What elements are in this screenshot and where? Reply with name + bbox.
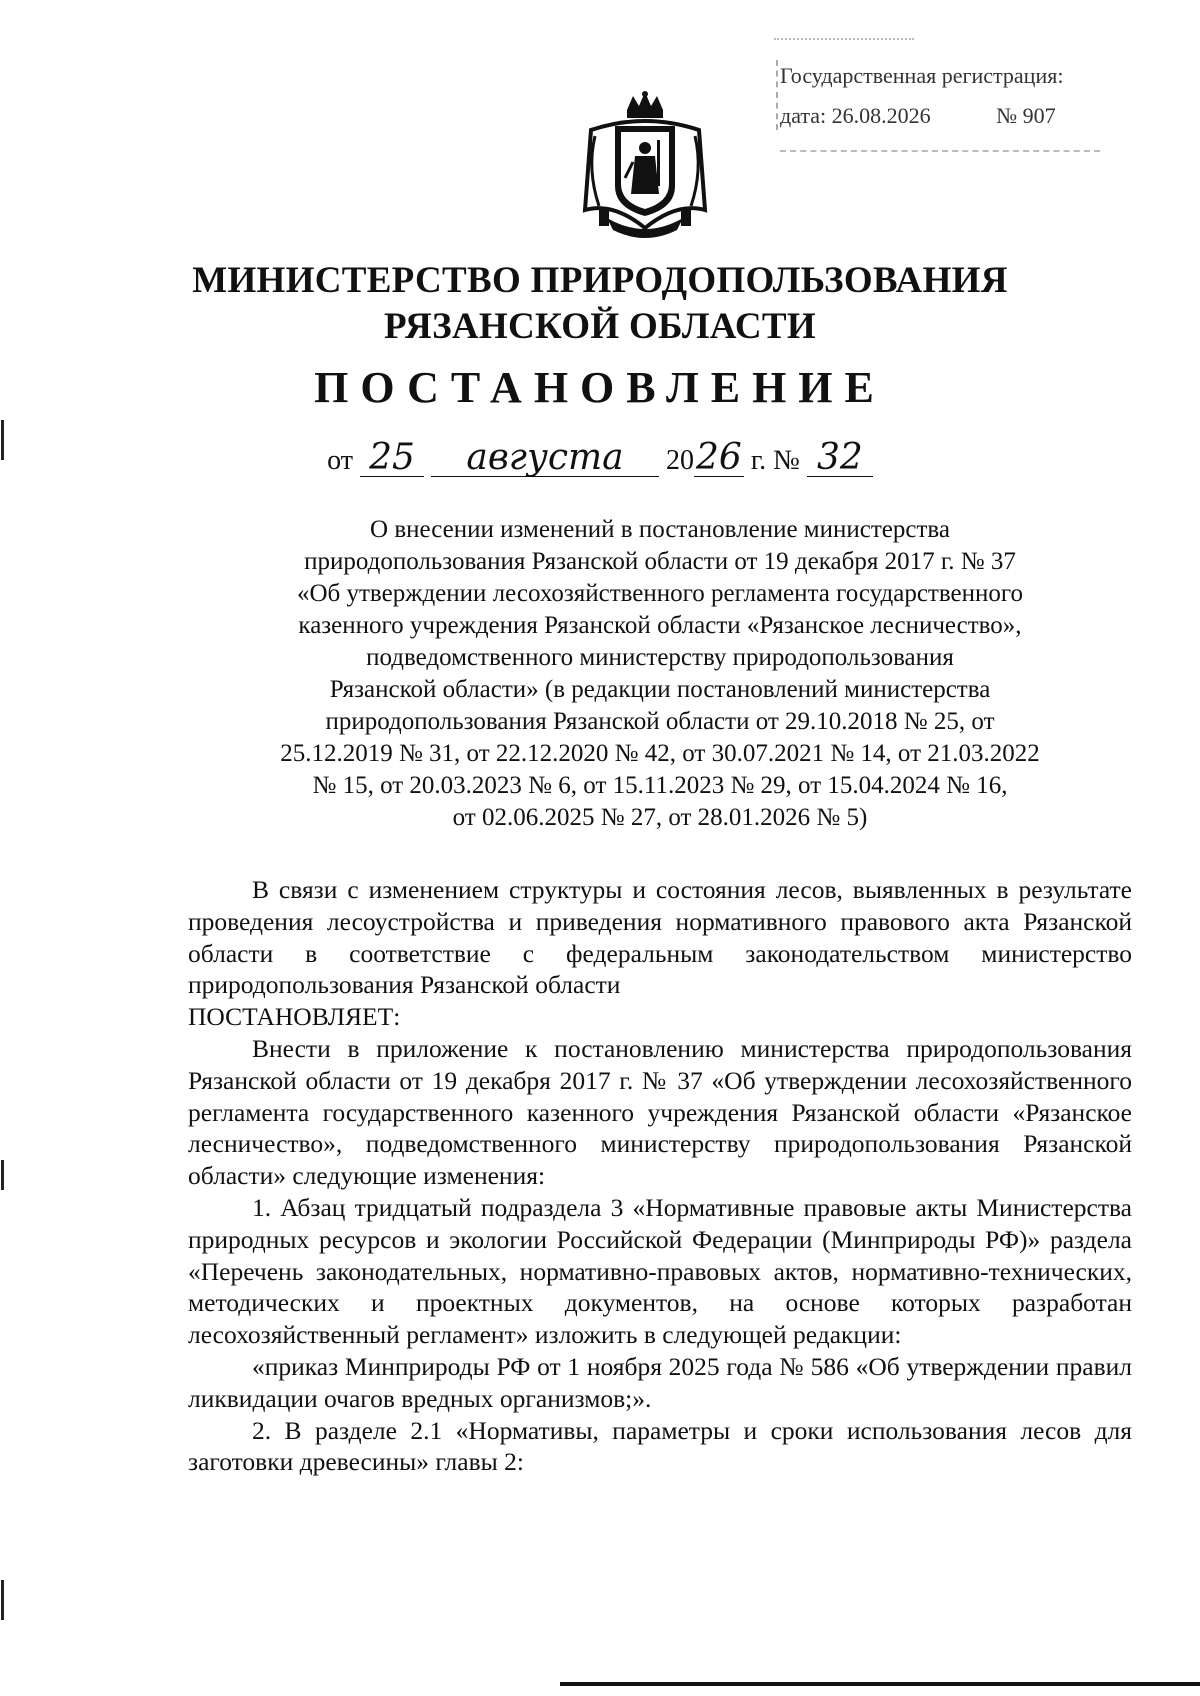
registration-date: дата: 26.08.2026	[780, 103, 931, 128]
stamp-dotted-line	[774, 38, 914, 40]
title-line: подведомственного министерству природопользования	[366, 644, 954, 671]
ministry-name-line2: РЯЗАНСКОЙ ОБЛАСТИ	[384, 306, 816, 347]
handwritten-day: 25	[360, 440, 424, 477]
document-title	[220, 514, 1100, 834]
registration-stamp	[780, 56, 1140, 152]
coat-of-arms-icon	[577, 90, 713, 240]
body-paragraph-item-1: 1. Абзац тридцатый подраздела 3 «Нормативные правовые акты Министерства природных ресурсов и экологии Российской Федерации (Минприроды РФ)» раздела «Перечень законодательных, нормативно-правовых актов, нормативно-технических, методических и проектных документов, на основе которых разработан лесохозяйственный регламент» изложить в следующей редакции:	[188, 1192, 1132, 1350]
year-prefix: 20	[666, 445, 694, 476]
handwritten-number: 32	[807, 440, 873, 477]
title-line: 25.12.2019 № 31, от 22.12.2020 № 42, от 30.07.2021 № 14, от 21.03.2022	[280, 740, 1040, 767]
ministry-name	[150, 258, 1050, 350]
title-line: «Об утверждении лесохозяйственного регламента государственного	[296, 580, 1023, 607]
scan-bottom-edge	[560, 1682, 1200, 1686]
ministry-name-line1: МИНИСТЕРСТВО ПРИРОДОПОЛЬЗОВАНИЯ	[192, 260, 1008, 301]
title-line: от 02.06.2025 № 27, от 28.01.2026 № 5)	[452, 804, 868, 831]
body-paragraph-amend: Внести в приложение к постановлению министерства природопользования Рязанской области от 19 декабря 2017 г. № 37 «Об утверждении лесохозяйственного регламента государственного казенного учреждения Рязанской области «Рязанское лесничество», подведомственного министерству природопользования Рязанской области» следующие изменения:	[188, 1033, 1132, 1191]
document-dateline	[150, 436, 1050, 486]
year-unit: г.	[750, 445, 767, 476]
date-prefix: от	[327, 445, 353, 476]
title-line: природопользования Рязанской области от 19 декабря 2017 г. № 37	[304, 548, 1016, 575]
title-line: Рязанской области» (в редакции постановлений министерства	[329, 676, 991, 703]
body-paragraph-item-2: 2. В разделе 2.1 «Нормативы, параметры и сроки использования лесов для заготовки древесины» главы 2:	[188, 1415, 1132, 1477]
handwritten-month: августа	[431, 440, 659, 477]
title-line: № 15, от 20.03.2023 № 6, от 15.11.2023 № 29, от 15.04.2024 № 16,	[312, 772, 1008, 799]
document-type: ПОСТАНОВЛЕНИЕ	[314, 363, 886, 412]
body-paragraph-preamble: В связи с изменением структуры и состояния лесов, выявленных в результате проведения лесоустройства и приведения нормативного правового акта Рязанской области в соответствие с федеральным законодательством министерство природопользования Рязанской области	[188, 875, 1132, 1000]
registration-label: Государственная регистрация:	[780, 63, 1064, 88]
handwritten-year: 26	[696, 437, 742, 478]
title-line: казенного учреждения Рязанской области «Рязанское лесничество»,	[298, 612, 1022, 639]
body-resolves: ПОСТАНОВЛЯЕТ:	[188, 1002, 401, 1032]
scan-edge-marks	[0, 420, 6, 1670]
number-prefix: №	[773, 445, 800, 476]
stamp-left-border	[776, 60, 778, 130]
body-paragraph-quote: «приказ Минприроды РФ от 1 ноября 2025 года № 586 «Об утверждении правил ликвидации очагов вредных организмов;».	[188, 1351, 1132, 1413]
title-line: природопользования Рязанской области от 29.10.2018 № 25, от	[325, 708, 995, 735]
registration-number: № 907	[996, 103, 1056, 128]
title-line: О внесении изменений в постановление министерства	[370, 516, 950, 543]
registration-date-row	[780, 96, 1140, 136]
document-body	[188, 874, 1132, 1478]
stamp-dashed-line	[780, 150, 1100, 152]
